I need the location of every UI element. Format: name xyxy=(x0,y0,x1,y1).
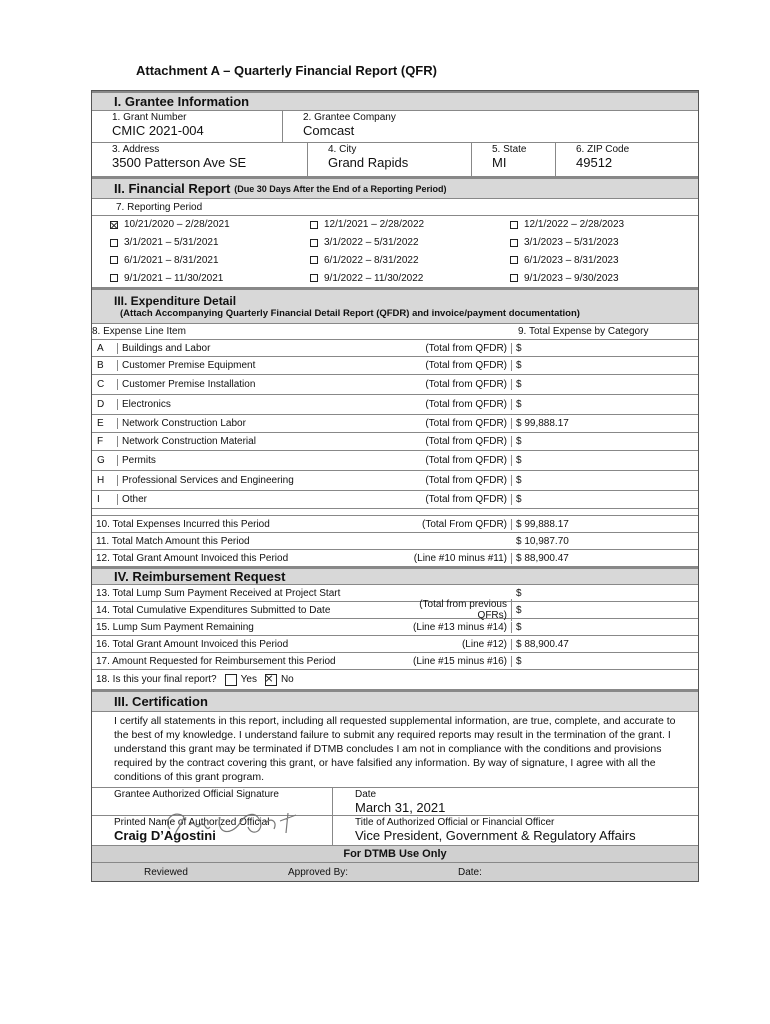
period-label: 9/1/2022 – 11/30/2022 xyxy=(324,272,424,284)
line-amount[interactable]: $ xyxy=(516,587,522,599)
grant-number-value: CMIC 2021-004 xyxy=(112,123,204,138)
section-header-financial xyxy=(92,177,698,199)
reporting-period-option[interactable] xyxy=(110,216,310,234)
line-amount[interactable]: $ 88,900.47 xyxy=(516,552,569,564)
final-no-label: No xyxy=(280,674,294,685)
reporting-period-option[interactable] xyxy=(110,234,310,252)
expense-amount[interactable]: $ xyxy=(516,379,522,390)
handwritten-signature xyxy=(160,803,310,843)
expense-letter: G xyxy=(92,455,118,466)
zip-value: 49512 xyxy=(576,155,613,170)
reporting-period-grid xyxy=(92,216,716,287)
line-name: 13. Total Lump Sum Payment Received at Project Start xyxy=(96,587,341,599)
reporting-period-option[interactable] xyxy=(510,269,716,287)
total-rows xyxy=(92,516,698,567)
section-header-expenditure xyxy=(92,288,698,324)
period-checkbox[interactable] xyxy=(310,256,318,264)
period-label: 3/1/2023 – 5/31/2023 xyxy=(524,237,619,248)
line-source: (Line #12) xyxy=(392,639,512,650)
address-value: 3500 Patterson Ave SE xyxy=(112,155,247,170)
expense-row xyxy=(92,357,698,375)
expense-source: (Total from QFDR) xyxy=(388,475,512,486)
reporting-period-label-row xyxy=(92,199,698,216)
expense-row xyxy=(92,471,698,491)
grantee-row-1 xyxy=(92,111,698,143)
period-checkbox[interactable] xyxy=(110,256,118,264)
expense-row xyxy=(92,340,698,357)
line-name: 12. Total Grant Amount Invoiced this Period xyxy=(96,552,289,564)
official-title-label: Title of Authorized Official or Financial Officer xyxy=(355,817,555,828)
line-source: (Line #15 minus #16) xyxy=(392,656,512,667)
period-label: 9/1/2021 – 11/30/2021 xyxy=(124,272,224,284)
section-note: (Due 30 Days After the End of a Reporting Period) xyxy=(234,183,447,194)
expense-row xyxy=(92,375,698,395)
line-name: 17. Amount Requested for Reimbursement this Period xyxy=(96,655,336,667)
expense-source: (Total from QFDR) xyxy=(388,399,512,410)
section-title: II. Financial Report xyxy=(114,181,231,196)
zip-label: 6. ZIP Code xyxy=(576,144,630,155)
section-title: IV. Reimbursement Request xyxy=(114,569,286,584)
expense-name: Other xyxy=(122,494,148,505)
expense-letter: F xyxy=(92,436,118,447)
line-source: (Total from previous QFRs) xyxy=(392,599,512,621)
expense-row xyxy=(92,415,698,433)
section-header-certification xyxy=(92,690,698,712)
grant-number-cell[interactable] xyxy=(92,111,283,142)
period-checkbox[interactable] xyxy=(110,239,118,247)
reporting-period-option[interactable] xyxy=(110,252,310,270)
expense-source: (Total from QFDR) xyxy=(388,360,512,371)
qfr-form xyxy=(91,90,699,882)
period-checkbox[interactable] xyxy=(310,274,318,282)
printed-name-label: Printed Name of Authorized Official xyxy=(114,817,270,828)
reporting-period-grid-row xyxy=(92,216,698,288)
total-row xyxy=(92,516,698,533)
expense-header-right: 9. Total Expense by Category xyxy=(518,326,649,337)
expense-source: (Total from QFDR) xyxy=(388,418,512,429)
expense-name: Customer Premise Installation xyxy=(122,379,256,390)
expense-name: Electronics xyxy=(122,399,171,410)
reporting-period-option[interactable] xyxy=(310,234,510,252)
company-cell[interactable] xyxy=(283,111,698,142)
expense-name: Network Construction Material xyxy=(122,436,256,447)
page-title: Attachment A – Quarterly Financial Report (QFR) xyxy=(136,63,437,78)
line-amount[interactable]: $ 88,900.47 xyxy=(516,638,569,650)
expense-amount[interactable]: $ xyxy=(516,494,522,505)
period-checkbox[interactable] xyxy=(110,221,118,229)
company-label: 2. Grantee Company xyxy=(303,112,396,123)
section-header-grantee xyxy=(92,91,698,111)
expense-amount[interactable]: $ xyxy=(516,455,522,466)
expense-amount[interactable]: $ xyxy=(516,342,522,354)
grant-number-label: 1. Grant Number xyxy=(112,112,187,123)
dtmb-date: Date: xyxy=(458,866,482,878)
line-name: 16. Total Grant Amount Invoiced this Period xyxy=(96,638,289,650)
period-label: 10/21/2020 – 2/28/2021 xyxy=(124,219,230,231)
official-title-cell[interactable] xyxy=(333,816,698,845)
signature-label: Grantee Authorized Official Signature xyxy=(114,789,279,800)
official-title-value: Vice President, Government & Regulatory Affairs xyxy=(355,828,636,843)
expense-letter: H xyxy=(92,475,118,486)
period-checkbox[interactable] xyxy=(310,239,318,247)
expense-letter: I xyxy=(92,494,118,505)
period-label: 6/1/2023 – 8/31/2023 xyxy=(524,254,619,266)
certification-text: I certify all statements in this report, including all requested supplemental information, are true, complete, and accurate to the best of my knowledge. I understand failure to submit any required reports may result in the termination of the grant. I understand this grant may be terminated if DTMB concludes I am not in compliance with the conditions and provisions required by the contract covering this grant, or have falsified any information. By way of signature, I agree with all the conditions of this grant program. xyxy=(92,712,698,788)
reporting-period-label: 7. Reporting Period xyxy=(116,201,203,213)
expense-name: Permits xyxy=(122,455,156,466)
line-name: 14. Total Cumulative Expenditures Submitted to Date xyxy=(96,604,331,616)
state-value: MI xyxy=(492,155,507,170)
state-cell[interactable] xyxy=(472,143,556,176)
date-value: March 31, 2021 xyxy=(355,800,446,815)
line-amount[interactable]: $ xyxy=(516,655,522,667)
reporting-period-option[interactable] xyxy=(510,216,716,234)
expense-name: Buildings and Labor xyxy=(122,342,211,354)
date-label: Date xyxy=(355,789,377,800)
reimbursement-row xyxy=(92,619,698,636)
company-value: Comcast xyxy=(303,123,355,138)
dtmb-reviewed: Reviewed xyxy=(144,866,188,878)
period-checkbox[interactable] xyxy=(310,221,318,229)
period-label: 9/1/2023 – 9/30/2023 xyxy=(524,272,619,284)
section-title: III. Expenditure Detail xyxy=(114,294,237,308)
expense-amount[interactable]: $ xyxy=(516,436,522,447)
line-source: (Line #13 minus #14) xyxy=(392,622,512,633)
line-amount[interactable]: $ xyxy=(516,604,522,616)
reporting-period-option[interactable] xyxy=(510,252,716,270)
expense-source: (Total from QFDR) xyxy=(388,455,512,466)
expense-amount[interactable]: $ 99,888.17 xyxy=(516,418,569,429)
reporting-period-option[interactable] xyxy=(510,234,716,252)
city-value: Grand Rapids xyxy=(328,155,409,170)
state-label: 5. State xyxy=(492,144,527,155)
final-report-row xyxy=(92,670,698,690)
expense-name: Network Construction Labor xyxy=(122,418,246,429)
final-report-question: 18. Is this your final report? xyxy=(96,674,217,685)
period-checkbox[interactable] xyxy=(510,256,518,264)
line-amount[interactable]: $ 10,987.70 xyxy=(516,535,569,547)
total-row xyxy=(92,533,698,550)
line-name: 11. Total Match Amount this Period xyxy=(96,535,250,547)
dtmb-row xyxy=(92,863,698,882)
reporting-period-option[interactable] xyxy=(310,252,510,270)
period-label: 3/1/2021 – 5/31/2021 xyxy=(124,237,219,248)
printed-name-value: Craig D’Agostini xyxy=(114,828,216,843)
final-yes-checkbox[interactable] xyxy=(225,674,237,686)
dtmb-approved-by: Approved By: xyxy=(288,866,349,878)
section-note: (Attach Accompanying Quarterly Financial Detail Report (QFDR) and invoice/payment documentation) xyxy=(120,308,580,319)
date-cell[interactable] xyxy=(333,788,698,815)
city-label: 4. City xyxy=(328,144,357,155)
expense-letter: B xyxy=(92,360,118,371)
line-name: 10. Total Expenses Incurred this Period xyxy=(96,518,270,530)
expense-amount[interactable]: $ xyxy=(516,360,522,371)
period-checkbox[interactable] xyxy=(510,239,518,247)
dtmb-header xyxy=(92,846,698,863)
expense-rows xyxy=(92,340,698,509)
final-yes-label: Yes xyxy=(240,674,257,685)
reporting-period-option[interactable] xyxy=(310,269,510,287)
reporting-period-option[interactable] xyxy=(310,216,510,234)
line-amount[interactable]: $ 99,888.17 xyxy=(516,518,569,530)
expense-header-row xyxy=(92,324,698,340)
expense-header-left: 8. Expense Line Item xyxy=(92,326,186,337)
line-source: (Total From QFDR) xyxy=(392,519,512,530)
expense-name: Professional Services and Engineering xyxy=(122,475,294,486)
period-label: 12/1/2021 – 2/28/2022 xyxy=(324,219,425,231)
expense-name: Customer Premise Equipment xyxy=(122,360,256,371)
spacer xyxy=(92,509,698,516)
expense-letter: E xyxy=(92,418,118,429)
reimbursement-row xyxy=(92,653,698,670)
expense-source: (Total from QFDR) xyxy=(388,436,512,447)
reimbursement-row xyxy=(92,599,698,621)
expense-row xyxy=(92,451,698,471)
grantee-row-2 xyxy=(92,143,698,177)
expense-letter: D xyxy=(92,399,118,410)
expense-source: (Total from QFDR) xyxy=(388,379,512,390)
dtmb-title: For DTMB Use Only xyxy=(343,848,447,860)
expense-row xyxy=(92,491,698,509)
address-label: 3. Address xyxy=(112,144,160,155)
line-name: 15. Lump Sum Payment Remaining xyxy=(96,621,254,633)
period-label: 3/1/2022 – 5/31/2022 xyxy=(324,237,419,248)
expense-row xyxy=(92,433,698,451)
period-checkbox[interactable] xyxy=(110,274,118,282)
section-header-reimbursement xyxy=(92,567,698,585)
zip-cell[interactable] xyxy=(556,143,698,176)
section-title: I. Grantee Information xyxy=(114,94,250,109)
reimbursement-row xyxy=(92,636,698,653)
expense-source: (Total from QFDR) xyxy=(388,343,512,354)
expense-letter: C xyxy=(92,379,118,390)
reporting-period-option[interactable] xyxy=(110,269,310,287)
period-label: 6/1/2021 – 8/31/2021 xyxy=(124,254,219,266)
reimbursement-rows xyxy=(92,585,698,670)
expense-amount[interactable]: $ xyxy=(516,475,522,486)
period-label: 6/1/2022 – 8/31/2022 xyxy=(324,254,419,266)
expense-amount[interactable]: $ xyxy=(516,399,522,410)
final-no-checkbox[interactable] xyxy=(265,674,277,686)
period-checkbox[interactable] xyxy=(510,274,518,282)
address-cell[interactable] xyxy=(92,143,308,176)
total-row xyxy=(92,550,698,567)
period-label: 12/1/2022 – 2/28/2023 xyxy=(524,219,625,231)
expense-letter: A xyxy=(92,343,118,354)
period-checkbox[interactable] xyxy=(510,221,518,229)
expense-row xyxy=(92,395,698,415)
line-source: (Line #10 minus #11) xyxy=(392,553,512,564)
city-cell[interactable] xyxy=(308,143,472,176)
section-title: III. Certification xyxy=(114,694,208,709)
line-amount[interactable]: $ xyxy=(516,621,522,633)
expense-source: (Total from QFDR) xyxy=(388,494,512,505)
